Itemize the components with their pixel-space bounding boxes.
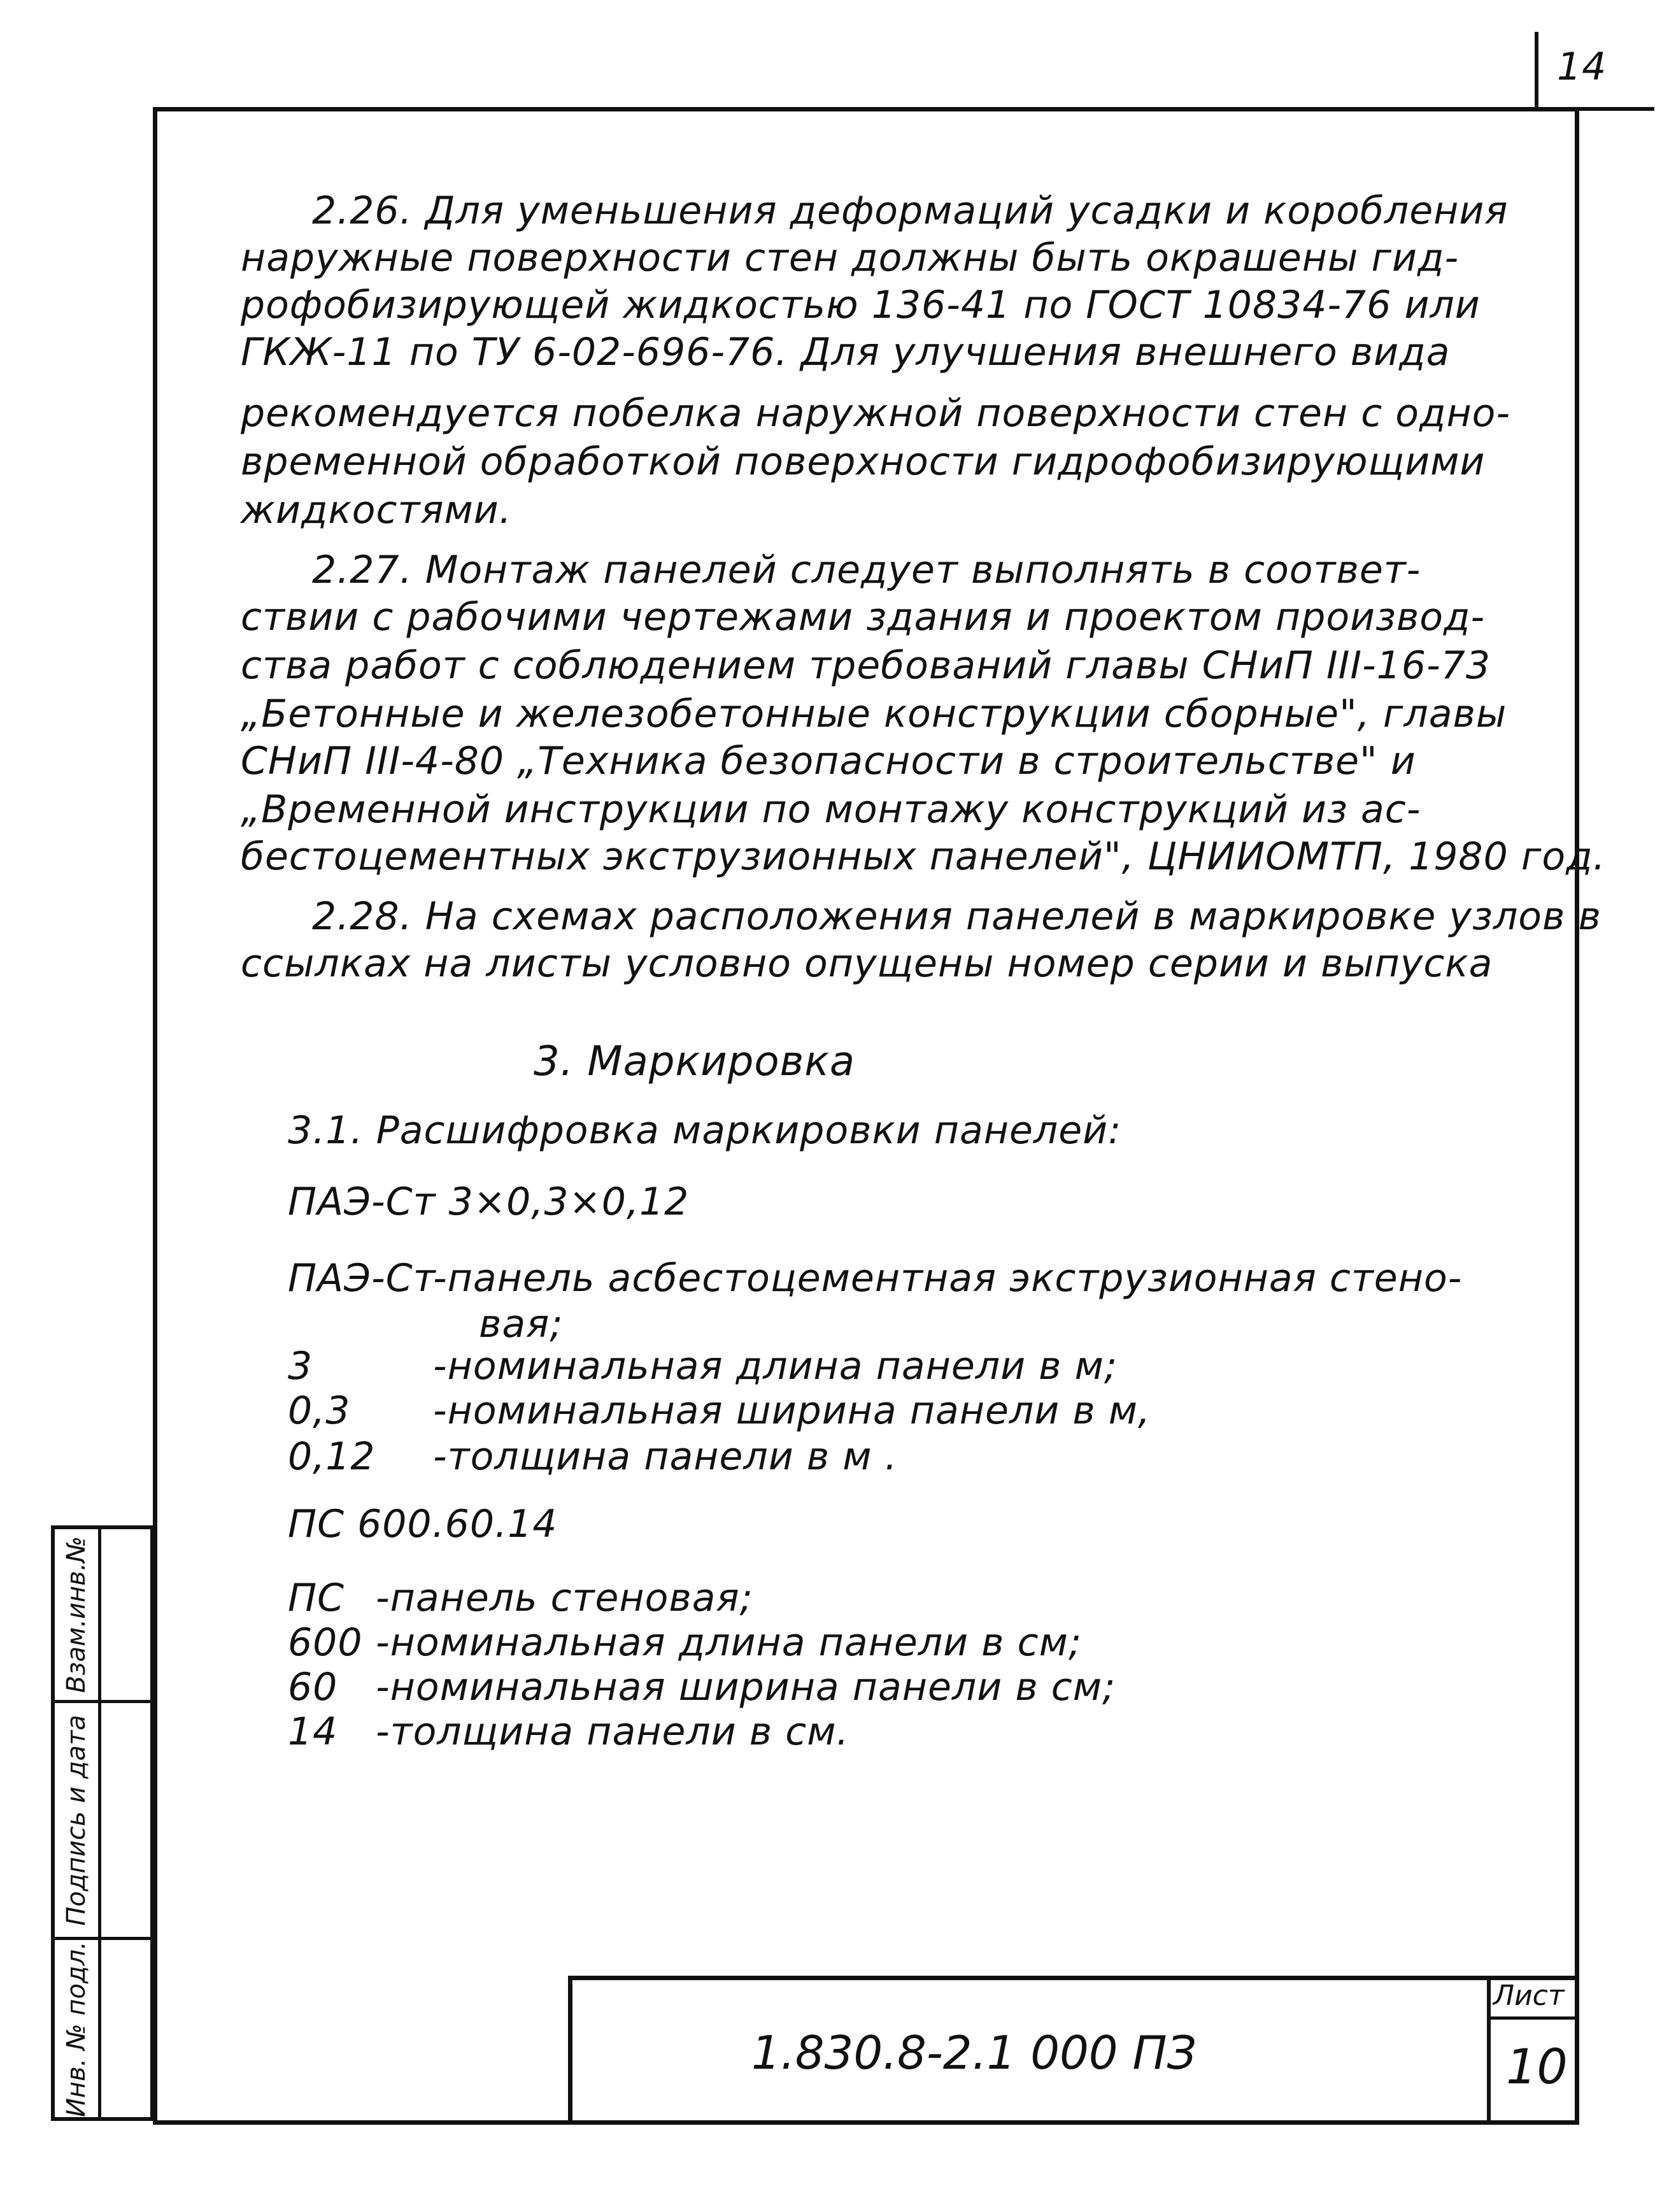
inv-vzam-label: Взам.инв.№ xyxy=(62,1536,91,1694)
title-block-separator xyxy=(1487,1976,1491,2125)
p227-line-1: ствии с рабочими чертежами здания и проектом производ- xyxy=(241,595,1486,639)
side-stamp xyxy=(51,1525,154,2121)
p226-line-1: наружные поверхности стен должны быть окрашены гид- xyxy=(241,236,1460,280)
code2-def-1: -номинальная длина панели в см; xyxy=(376,1620,1083,1665)
code1-term-0: ПАЭ-Ст xyxy=(288,1256,436,1301)
p227-line-0: 2.27. Монтаж панелей следует выполнять в соответ- xyxy=(312,548,1421,592)
p227-line-2: ства работ с соблюдением требований главы СНиП III-16-73 xyxy=(241,643,1491,688)
sheet-number: 10 xyxy=(1506,2038,1568,2095)
p226-line-6: жидкостями. xyxy=(241,488,512,532)
code1: ПАЭ-Ст 3×0,3×0,12 xyxy=(288,1180,690,1224)
code1-def-1: вая; xyxy=(479,1302,564,1346)
frame-top-tick xyxy=(1535,32,1538,111)
inv-podl-cell xyxy=(55,1940,98,2118)
p227-line-5: „Временной инструкции по монтажу конструкций из ас- xyxy=(241,787,1421,832)
podpis-data-cell xyxy=(55,1703,98,1937)
p226-line-0: 2.26. Для уменьшения деформаций усадки и коробления xyxy=(312,189,1509,233)
code1-def-3: -номинальная ширина панели в м, xyxy=(433,1388,1151,1433)
sheet-label: Лист xyxy=(1493,1980,1565,2012)
code1-term-3: 0,3 xyxy=(288,1388,351,1433)
code2-term-3: 14 xyxy=(288,1709,338,1754)
code2: ПС 600.60.14 xyxy=(288,1502,558,1546)
s31-title: 3.1. Расшифровка маркировки панелей: xyxy=(288,1108,1122,1153)
p226-line-4: рекомендуется побелка наружной поверхности стен с одно- xyxy=(241,391,1511,436)
inv-vzam-cell xyxy=(55,1529,98,1700)
podpis-data-label: Подпись и дата xyxy=(62,1714,91,1926)
document-code: 1.830.8-2.1 000 ПЗ xyxy=(751,2026,1197,2080)
p227-line-6: бестоцементных экструзионных панелей", ЦНИИОМТП, 1980 год. xyxy=(241,834,1606,879)
code2-def-3: -толщина панели в см. xyxy=(376,1709,849,1754)
code1-def-2: -номинальная длина панели в м; xyxy=(433,1344,1118,1388)
code1-def-4: -толщина панели в м . xyxy=(433,1434,898,1479)
code2-term-0: ПС xyxy=(288,1576,345,1620)
side-stamp-divider xyxy=(98,1529,101,2117)
code2-term-1: 600 xyxy=(288,1620,363,1665)
p226-line-5: временной обработкой поверхности гидрофобизирующими xyxy=(241,439,1486,484)
section-title: 3. Маркировка xyxy=(534,1038,856,1085)
p226-line-3: ГКЖ-11 по ТУ 6-02-696-76. Для улучшения внешнего вида xyxy=(241,330,1451,375)
p228-line-1: ссылках на листы условно опущены номер серии и выпуска xyxy=(241,941,1493,986)
code1-def-0: -панель асбестоцементная экструзионная стено- xyxy=(433,1256,1463,1301)
p227-line-3: „Бетонные и железобетонные конструкции сборные", главы xyxy=(241,692,1507,736)
frame-right-tick xyxy=(1578,107,1654,111)
code1-term-2: 3 xyxy=(288,1344,313,1388)
code1-term-4: 0,12 xyxy=(288,1434,376,1479)
code2-def-0: -панель стеновая; xyxy=(376,1576,753,1620)
title-block-sheet-rule xyxy=(1487,2016,1579,2020)
p228-line-0: 2.28. На схемах расположения панелей в маркировке узлов в xyxy=(312,894,1602,939)
p227-line-4: СНиП III-4-80 „Техника безопасности в строительстве" и xyxy=(241,739,1416,783)
code2-term-2: 60 xyxy=(288,1665,338,1709)
page-number-top: 14 xyxy=(1557,45,1607,89)
p226-line-2: рофобизирующей жидкостью 136-41 по ГОСТ 10834-76 или xyxy=(241,283,1481,327)
inv-podl-label: Инв. № подл. xyxy=(62,1941,91,2117)
code2-def-2: -номинальная ширина панели в см; xyxy=(376,1665,1116,1709)
